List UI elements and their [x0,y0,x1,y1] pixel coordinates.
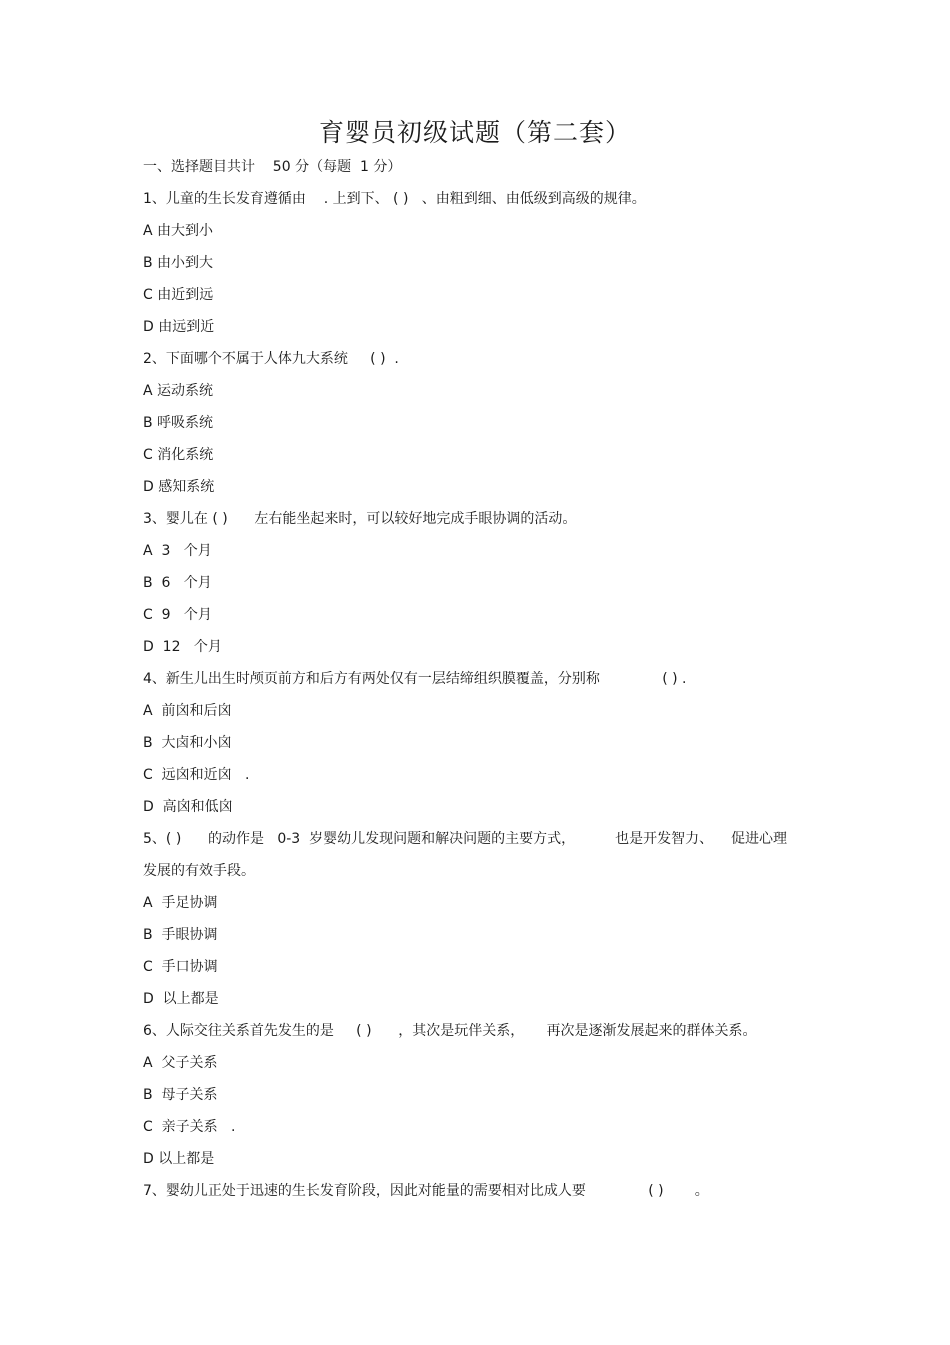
answer-option: B 6 个月 [143,575,212,591]
answer-option: A 父子关系 [143,1055,218,1071]
answer-option: C 由近到远 [143,287,214,303]
section-header: 一、选择题目共计 50 分（每题 1 分） [143,159,402,175]
question-stem: 5、( ) 的动作是 0-3 岁婴幼儿发现问题和解决问题的主要方式， 也是开发智力、 促进心理 [143,831,787,847]
answer-option: B 呼吸系统 [143,415,214,431]
answer-option: D 以上都是 [143,1151,215,1167]
question-stem: 1、儿童的生长发育遵循由 . 上到下、 ( ) 、由粗到细、由低级到高级的规律。 [143,191,646,207]
answer-option: D 由远到近 [143,319,215,335]
answer-option: D 12 个月 [143,639,222,655]
answer-option: B 母子关系 [143,1087,218,1103]
question-2 [143,347,823,507]
answer-option: B 手眼协调 [143,927,218,943]
answer-option: B 大卤和小囟 [143,735,232,751]
answer-option: A 手足协调 [143,895,218,911]
answer-option: A 3 个月 [143,543,212,559]
answer-option: D 以上都是 [143,991,219,1007]
answer-option: C 9 个月 [143,607,212,623]
answer-option: C 消化系统 [143,447,214,463]
question-stem: 4、新生儿出生时颅页前方和后方有两处仅有一层结缔组织膜覆盖，分别称 ( ) . [143,671,687,687]
answer-option: C 手口协调 [143,959,218,975]
answer-option: A 运动系统 [143,383,214,399]
question-1 [143,187,823,347]
answer-option: D 感知系统 [143,479,215,495]
document-title: 育婴员初级试题（第二套） [318,118,631,147]
answer-option: C 亲子关系 . [143,1119,236,1135]
answer-option: D 高囟和低囟 [143,799,233,815]
question-stem: 2、下面哪个不属于人体九大系统 ( ) . [143,351,399,367]
answer-option: A 由大到小 [143,223,214,239]
answer-option: C 远囟和近囟 . [143,767,250,783]
question-stem: 3、婴儿在 ( ) 左右能坐起来时，可以较好地完成手眼协调的活动。 [143,511,577,527]
answer-option: A 前囟和后囟 [143,703,232,719]
question-stem: 7、婴幼儿正处于迅速的生长发育阶段，因此对能量的需要相对比成人要 ( ) 。 [143,1183,709,1199]
question-6 [143,1019,823,1179]
question-5 [143,827,823,1019]
question-stem: 发展的有效手段。 [143,863,255,879]
question-3 [143,507,823,667]
question-stem: 6、人际交往关系首先发生的是 ( ) ，其次是玩伴关系， 再次是逐渐发展起来的群体关系。 [143,1023,757,1039]
document-body [143,155,823,1211]
question-7 [143,1179,823,1211]
answer-option: B 由小到大 [143,255,214,271]
question-4 [143,667,823,827]
